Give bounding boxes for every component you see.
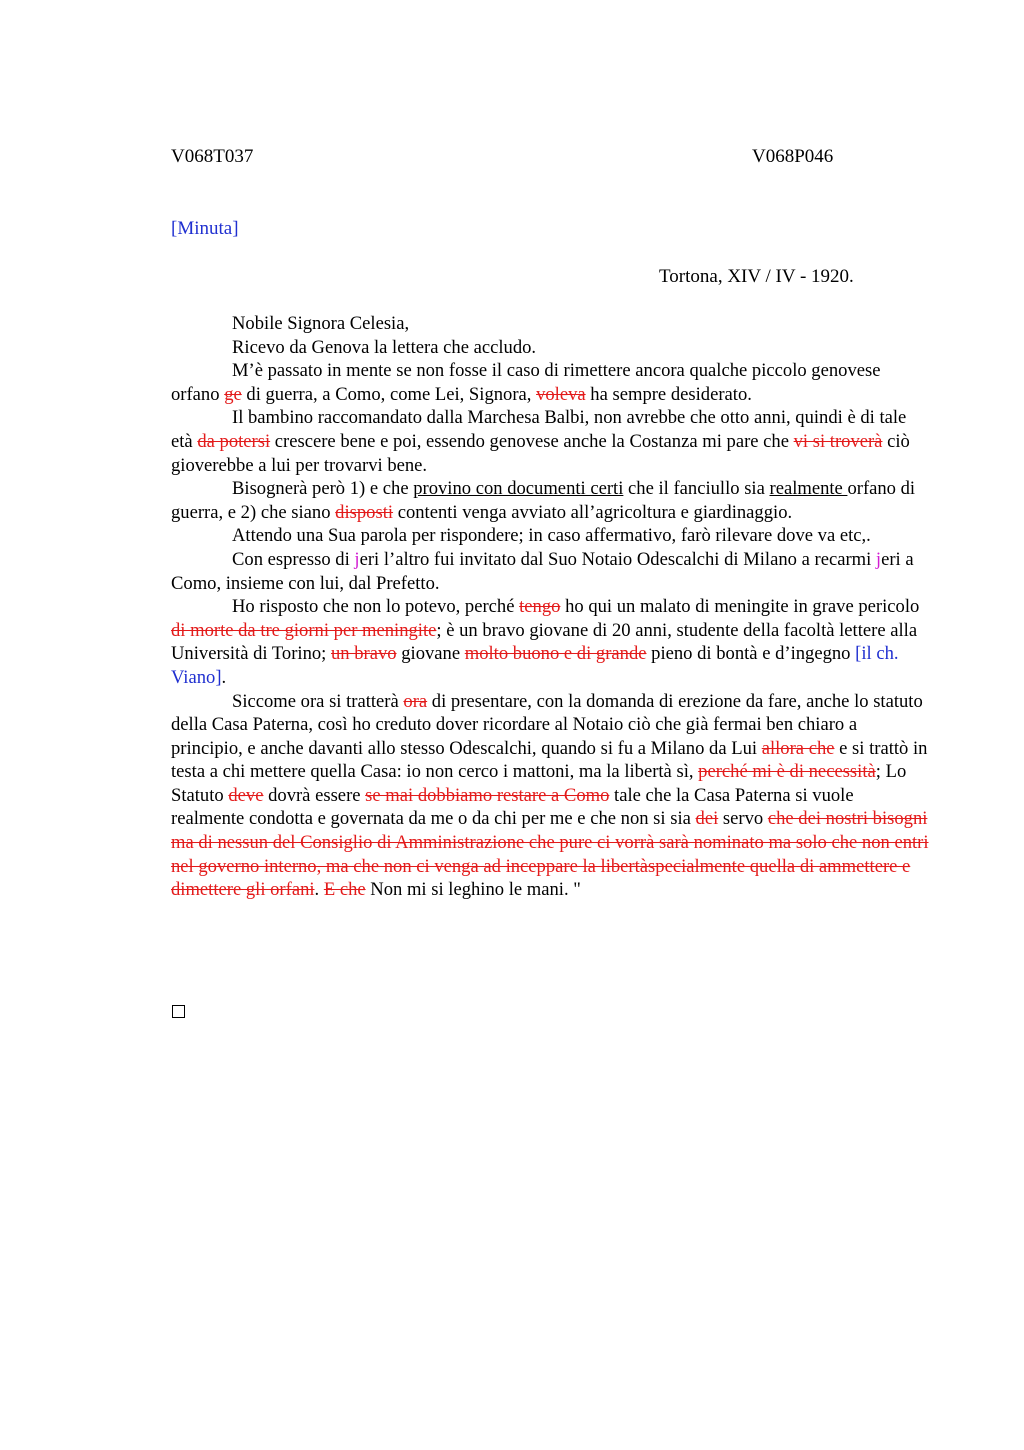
text-run: crescere bene e poi, essendo genovese anche la Costanza mi pare che — [270, 430, 794, 452]
text-run: eri l’altro fui invitato dal Suo Notaio Odescalchi di Milano a recarmi — [359, 548, 876, 570]
text-run: Il bambino raccomandato dalla Marchesa Balbi, non avrebbe che otto anni, quindi è di tale età — [171, 407, 907, 452]
paragraph-2 — [171, 359, 931, 406]
deleted-text: perché mi è di necessità — [698, 761, 876, 783]
text-run: di presentare, con la domanda di erezione da fare, anche lo statuto della Casa Paterna, così ho creduto dover ricordare al Notaio ciò che già fermai ben chiaro a principio, e anche davanti allo stesso Odescalchi, quando si fu a Milano da Lui — [171, 690, 923, 759]
deleted-text: se mai dobbiamo restare a Como — [365, 784, 610, 806]
deleted-text: deve — [228, 784, 264, 806]
paragraph-7 — [171, 595, 931, 689]
deleted-text: un bravo — [331, 643, 397, 665]
text-run: tale che la Casa Paterna si vuole realmente condotta e governata da me o da chi per me e che non si sia — [171, 784, 854, 830]
deleted-text: da potersi — [197, 430, 271, 452]
editorial-note-minuta: [Minuta] — [171, 218, 239, 239]
text-run: ; Lo Statuto — [171, 761, 907, 806]
text-run: dovrà essere — [263, 784, 366, 806]
text-run: ho qui un malato di meningite in grave pericolo — [560, 596, 920, 618]
document-code-right: V068P046 — [752, 146, 834, 167]
text-run: che il fanciullo sia — [623, 478, 770, 500]
corrected-letter: j — [354, 548, 360, 570]
text-run: ciò gioverebbe a lui per trovarvi bene. — [171, 430, 910, 476]
text-run: orfano di guerra, e 2) che siano — [171, 478, 916, 523]
paragraph-4 — [171, 477, 931, 524]
text-run: pieno di bontà e d’ingegno — [646, 643, 856, 665]
paragraph-text: Ricevo da Genova la lettera che accludo. — [232, 336, 537, 358]
salutation-text: Nobile Signora Celesia, — [232, 313, 410, 334]
paragraph-5 — [171, 524, 931, 548]
text-run: Bisognerà però 1) e che — [232, 478, 414, 500]
deleted-text: tengo — [519, 596, 561, 618]
underlined-text: provino con documenti certi — [413, 478, 624, 500]
deleted-text: voleva — [536, 383, 586, 405]
paragraph-1 — [171, 336, 931, 360]
text-run: servo — [718, 808, 768, 830]
document-code-left: V068T037 — [171, 146, 254, 167]
deleted-text: ge — [224, 383, 242, 405]
text-run: giovane — [396, 643, 465, 665]
letter-date: Tortona, XIV / IV - 1920. — [659, 266, 854, 287]
deleted-text: allora che — [761, 737, 835, 759]
text-run: M’è passato in mente se non fosse il caso di rimettere ancora qualche piccolo genovese orfano — [171, 360, 881, 405]
text-run: Non mi si leghino le mani. " — [365, 879, 581, 901]
text-run: . — [314, 879, 324, 901]
empty-square-icon — [172, 1005, 185, 1018]
underlined-text: realmente — [769, 478, 848, 500]
deleted-text: disposti — [335, 501, 394, 523]
letter-body — [171, 312, 931, 902]
paragraph-text: Attendo una Sua parola per rispondere; in caso affermativo, farò rilevare dove va etc,. — [232, 525, 871, 547]
deleted-text: E che — [323, 879, 366, 901]
deleted-text: di morte da tre giorni per meningite — [171, 619, 437, 641]
text-run: Siccome ora si tratterà — [232, 690, 404, 712]
text-run: . — [221, 666, 227, 688]
paragraph-6 — [171, 548, 931, 595]
paragraph-3 — [171, 406, 931, 477]
text-run: contenti venga avviato all’agricoltura e giardinaggio. — [393, 501, 793, 523]
editorial-note: [il ch. Viano] — [171, 643, 899, 688]
deleted-text: ora — [403, 690, 428, 712]
deleted-text: dei — [695, 808, 719, 830]
corrected-letter: j — [875, 548, 882, 570]
text-run: Con espresso di — [232, 548, 355, 570]
text-run: eri a Como, insieme con lui, dal Prefetto. — [171, 548, 914, 594]
text-run: ha sempre desiderato. — [585, 383, 752, 405]
text-run: e si trattò in testa a chi mettere quella Casa: io non cerco i mattoni, ma la libertà sì, — [171, 737, 928, 783]
text-run: Ho risposto che non lo potevo, perché — [232, 596, 520, 618]
salutation — [171, 312, 931, 336]
paragraph-8 — [171, 690, 931, 902]
deleted-text: vi si troverà — [793, 430, 883, 452]
deleted-text: che dei nostri bisogni ma di nessun del Consiglio di Amministrazione che pure ci vorrà sarà nominato ma solo che non entri nel governo interno, ma che non ci venga ad inceppare la libertàspecialmente quella di ammettere e dimettere gli orfani — [171, 808, 929, 901]
deleted-text: molto buono e di grande — [464, 643, 647, 665]
text-run: di guerra, a Como, come Lei, Signora, — [241, 383, 537, 405]
text-run: ; è un bravo giovane di 20 anni, studente della facoltà lettere alla Università di Torino; — [171, 619, 918, 665]
